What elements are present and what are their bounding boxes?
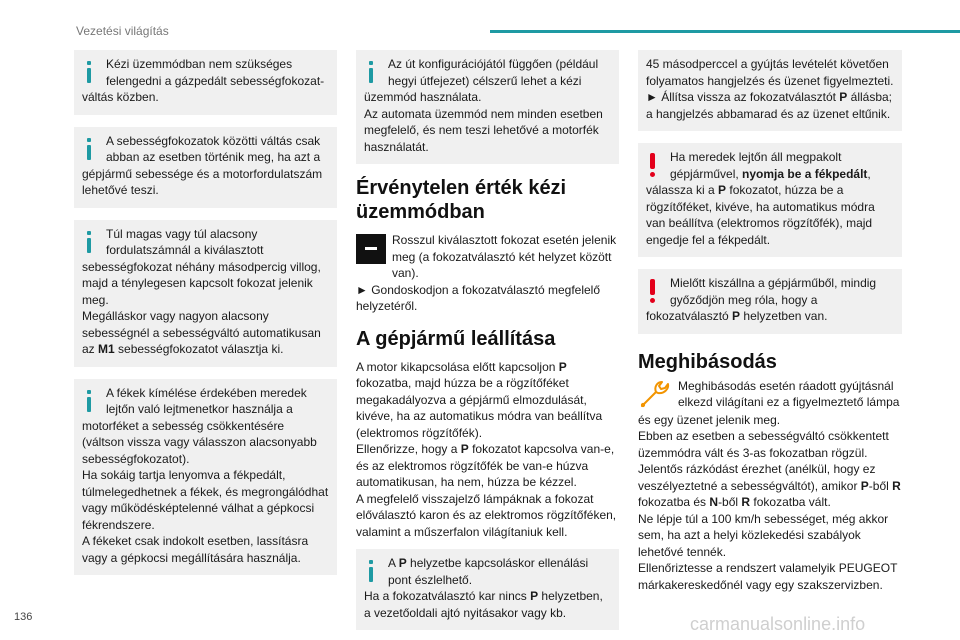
section-heading-fault: Meghibásodás <box>638 350 777 373</box>
info-text: állásba; a hangjelzés abbamarad és az üzenet eltűnik. <box>646 90 893 121</box>
watermark: carmanualsonline.info <box>690 614 866 634</box>
info-icon <box>369 560 373 582</box>
info-box <box>356 549 619 630</box>
warning-text: helyzetben van. <box>740 309 828 323</box>
body-text: fokozatba és <box>638 495 710 509</box>
info-text: váltás közben. <box>82 90 159 104</box>
warning-emphasis: nyomja be a fékpedált <box>742 166 868 181</box>
dash-icon <box>356 234 386 264</box>
info-text: Túl magas vagy túl alacsony fordulatszámnál a kiválasztott <box>106 226 264 257</box>
warning-text: válassza ki a <box>646 183 719 197</box>
gear-code: R <box>741 495 751 509</box>
body-text: és egy üzenet jelenik meg. <box>638 412 781 427</box>
info-text: A fékeket csak indokolt esetben, lassításra vagy a gépkocsi megállítására használja. <box>82 534 309 565</box>
info-box-continued <box>638 50 902 131</box>
section-heading-stopping: A gépjármű leállítása <box>356 327 556 350</box>
warning-icon <box>650 153 655 177</box>
warning-box <box>638 269 902 334</box>
body-text: között van). <box>392 249 612 280</box>
fault-text <box>638 378 902 594</box>
column-2 <box>356 50 619 640</box>
info-icon <box>87 61 91 83</box>
info-text: üzemmód használata. <box>364 90 482 104</box>
gear-code: P <box>530 589 539 603</box>
wrench-icon <box>638 378 672 410</box>
page-number: 136 <box>14 611 33 623</box>
info-text: sebességfokozatot választja ki. <box>114 342 284 356</box>
body-text: A motor kikapcsolása előtt kapcsoljon <box>356 359 559 374</box>
warning-text: Ha meredek lejtőn áll megpakolt gépjárművel, <box>670 150 842 181</box>
info-text: helyzetben, a vezetőoldali ajtó nyitásakor vagy kb. <box>364 589 603 620</box>
body-text: Rosszul kiválasztott fokozat esetén jelenik meg (a fokozatválasztó két helyzet <box>392 233 617 264</box>
body-text: fokozatot kapcsolva van-e, és az elektromos rögzítőfék be van-e húzva automatikusan, ha nem, húzza be kézzel. <box>356 442 615 489</box>
body-text: Jelentős rázkódást érezhet (anélkül, hogy ez veszélyeztetné a sebességváltót), amikor <box>638 462 876 493</box>
gear-code: P <box>558 359 567 374</box>
info-text: A fékek kímélése érdekében meredek lejtőn való lejtmenetkor használja a <box>106 385 307 416</box>
header-accent-bar <box>490 30 960 33</box>
body-text: -ből <box>868 478 893 493</box>
gear-code: P <box>460 442 469 456</box>
info-box <box>356 50 619 164</box>
gear-code: P <box>718 183 727 197</box>
gear-code: R <box>892 478 901 493</box>
warning-text: fokozatot, húzza be a rögzítőféket, kivéve, ha automatikus módra van beállítva (elektromos rögzítőfék), majd engedje fel a fékpedált. <box>646 183 875 247</box>
warning-text: Mielőtt kiszállna a gépjárműből, mindig győződjön meg róla, hogy a <box>670 276 877 307</box>
body-text: fokozatba, majd húzza be a rögzítőféket megakadályozva a gépjármű elmozdulását, kivéve, ha az automatikus módra van beállítva (elektromos rögzítőfék). <box>356 376 603 440</box>
info-box <box>74 50 337 115</box>
info-text: gépjármű sebessége és a motorfordulatszám lehetővé teszi. <box>82 166 323 197</box>
stopping-text <box>356 359 619 541</box>
body-text: Ellenőriztesse a rendszert valamelyik PEUGEOT márkakereskedőnél vagy egy szakszervizben. <box>638 561 898 592</box>
info-text: Megálláskor vagy nagyon alacsony sebességnél a sebességváltó automatikusan az <box>82 309 321 356</box>
body-text: Meghibásodás esetén ráadott gyújtásnál elkezd világítani ez a figyelmeztető lámpa <box>678 378 900 409</box>
info-icon <box>87 390 91 412</box>
column-3 <box>638 50 902 593</box>
info-box <box>74 220 337 367</box>
info-text: Ha a fokozatválasztó kar nincs <box>364 589 531 603</box>
info-text: ► Állítsa vissza az fokozatválasztót <box>646 90 840 104</box>
running-header: Vezetési világítás <box>76 24 169 38</box>
info-text: sebességfokozat néhány másodpercig villog, majd a ténylegesen kapcsolt fokozat jelenik meg. <box>82 259 321 307</box>
gear-code: P <box>732 309 741 323</box>
info-text: helyzetbe kapcsoláskor ellenálási pont észlelhető. <box>388 556 589 587</box>
body-text: Ebben az esetben a sebességváltó csökkentett üzemmódra vált és 3-as fokozatban rögzül. <box>638 429 889 460</box>
info-text: Az út konfigurációjától függően (például hegyi útfejezet) célszerű lehet a kézi <box>388 57 599 88</box>
info-text: Ha sokáig tartja lenyomva a fékpedált, túlmelegedhetnek a fékek, és megrongálódhat vagy működésképtelenné válhat a gépkocsi fékrendszere. <box>82 468 329 532</box>
info-box <box>74 127 337 208</box>
section-heading-invalid-value: Érvénytelen érték kézi üzemmódban <box>356 177 567 223</box>
gear-code: P <box>398 556 407 570</box>
invalid-value-text <box>356 232 619 315</box>
gear-code: N <box>709 495 719 509</box>
info-text: A sebességfokozatok közötti váltás csak abban az esetben történik meg, ha azt a <box>106 133 321 164</box>
info-icon <box>369 61 373 83</box>
warning-text: , <box>867 166 871 181</box>
warning-box <box>638 143 902 257</box>
gear-code: P <box>839 90 848 104</box>
info-text: Kézi üzemmódban nem szükséges felengedni a gázpedált sebességfokozat- <box>106 57 325 88</box>
gear-code: P <box>860 478 869 493</box>
info-text: Az automata üzemmód nem minden esetben megfelelő, és nem teszi lehetővé a motorfék használatát. <box>364 106 603 154</box>
body-text: -ből <box>718 495 742 509</box>
info-text: motorféket a sebesség csökkentésére (váltson vissza vagy válasszon alacsonyabb sebességfokozatot). <box>82 418 317 466</box>
info-text: A <box>388 556 399 570</box>
warning-text: fokozatválasztó <box>646 309 733 323</box>
body-text: A megfelelő visszajelző lámpáknak a fokozat előválasztó karon és az elektromos rögzítőféken, valamint a műszerfalon világítaniuk kell. <box>356 491 617 539</box>
body-text: Ne lépje túl a 100 km/h sebességet, még akkor sem, ha azt a helyi közlekedési szabályok lehetővé tennék. <box>638 511 889 559</box>
info-box <box>74 379 337 576</box>
gear-code: M1 <box>98 342 115 356</box>
warning-icon <box>650 279 655 303</box>
info-text: 45 másodperccel a gyújtás levételét követően folyamatos hangjelzés és üzenet figyelmezteti. <box>646 57 894 88</box>
body-text: fokozatba vált. <box>750 495 831 509</box>
column-1 <box>74 50 337 587</box>
body-text: Ellenőrizze, hogy a <box>356 442 461 456</box>
body-text: ► Gondoskodjon a fokozatválasztó megfelelő helyzetéről. <box>356 282 601 313</box>
info-icon <box>87 231 91 253</box>
info-icon <box>87 138 91 160</box>
